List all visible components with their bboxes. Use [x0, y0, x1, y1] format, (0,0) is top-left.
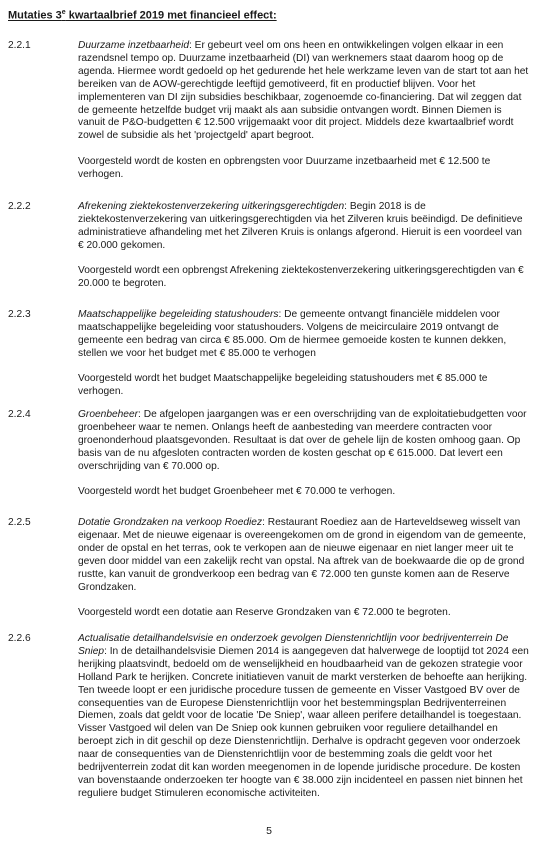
section-2-2-4: [8, 409, 530, 499]
section-proposal: Voorgesteld wordt het budget Maatschappelijke begeleiding statushouders met € 85.000 te verhogen.: [78, 373, 488, 397]
section-body: : In de detailhandelsvisie Diemen 2014 is aangegeven dat halverwege de looptijd tot 2024 een herijking plaatsvindt, bedoeld om de wenselijkheid en houdbaarheid van de gekozen strategie voor Holland Park te herijken. Concrete initiatieven vanuit de markt versterken de behoefte aan herijking. Ten tweede loopt er een juridische procedure tussen de gemeente en Visser Vastgoed BV over de consequenties van de Europese Dienstenrichtlijn voor het bestemmingsplan Bedrijventerreinen Diemen, zoals dat geldt voor de locatie 'De Sniep', waar alleen perifere detailhandel is toegestaan. Visser Vastgoed wil delen van De Sniep ook kunnen gebruiken voor reguliere detailhandel en beroept zich in dit geschil op deze Dienstenrichtlijn. Derhalve is opdracht gegeven voor onderzoek naar de consequenties van de Dienstenrichtlijn voor de bestemming zoals die geldt voor het bedrijventerrein zodat dit kan worden meegenomen in de lopende juridische procedure. De kosten van bovenstaande onderzoeken ter hoogte van € 38.000 zijn incidenteel en passen niet binnen het reguliere budget Stimuleren economische activiteiten.: [78, 645, 529, 799]
heading-text-pre: Mutaties 3: [8, 9, 62, 22]
section-number: 2.2.4: [8, 409, 31, 420]
section-title: Groenbeheer: [78, 409, 139, 420]
page-heading: [8, 9, 277, 22]
heading-superscript: e: [61, 9, 66, 16]
section-body: : Begin 2018 is de ziektekostenverzekering van uitkeringsgerechtigden via het Zilveren kruis beëindigd. De definitieve administratieve afhandeling met het Zilveren Kruis is onlangs afgerond. Hieruit is een voordeel van € 20.000 gekomen.: [78, 201, 523, 251]
section-text: [78, 201, 530, 253]
section-number: 2.2.2: [8, 201, 31, 212]
section-title: Duurzame inzetbaarheid: [78, 40, 189, 51]
section-text: [78, 309, 530, 361]
section-2-2-5: [8, 517, 530, 620]
section-title: Dotatie Grondzaken na verkoop Roediez: [78, 517, 263, 528]
section-body: : Er gebeurt veel om ons heen en ontwikkelingen volgen elkaar in een razendsnel tempo op. Duurzame inzetbaarheid (DI) van werknemers staat daarom hoog op de agenda. Hiermee wordt gedoeld op het gedurende het hele werkzame leven van de start tot aan het bereiken van de AOW-gerechtigde leeftijd gemotiveerd, fit en productief blijven. Voor het implementeren van DI zijn subsidies beschikbaar, zogenoemde co-financiering. Dat wil zeggen dat de gemeente hetzelfde budget vrij maakt als aan subsidie ontvangen wordt. Binnen Diemen is vanuit de P&O-budgetten € 12.500 vrijgemaakt voor dit project. Middels deze kwartaalbrief wordt zowel de subsidie als het 'projectgeld' apart begroot.: [78, 40, 529, 142]
section-title: Maatschappelijke begeleiding statushouders: [78, 309, 279, 320]
section-title: Afrekening ziektekostenverzekering uitkeringsgerechtigden: [78, 201, 345, 212]
section-body: : Restaurant Roediez aan de Harteveldseweg wisselt van eigenaar. Met de nieuwe eigenaar is overeengekomen om de grond in eigendom van de gemeente, onder de opstal en het terras, ook te verkopen aan de nieuwe eigenaar en niet langer meer uit te geven door middel van een zakelijk recht van opstal. Na aftrek van de boekwaarde die op de grond rustte, kan vanuit de grondverkoop een bedrag van € 72.000 ten gunste komen aan de Reserve Grondzaken.: [78, 517, 526, 593]
section-body: : De afgelopen jaargangen was er een overschrijding van de exploitatiebudgetten voor groenbeheer waar te nemen. Onlangs heeft de aanbesteding van meerdere contracten voor groenonderhoud plaatsgevonden. Resultaat is dat over de gehele lijn de kosten omhoog gaan. Op basis van de nu afgesloten contracten worden de kosten geschat op € 615.000. Dat levert een overschrijding van € 70.000 op.: [78, 409, 527, 472]
section-number: 2.2.3: [8, 309, 31, 320]
section-text: [78, 409, 530, 474]
section-proposal: Voorgesteld wordt een dotatie aan Reserve Grondzaken van € 72.000 te begroten.: [78, 606, 451, 618]
section-2-2-6: [8, 633, 530, 801]
section-2-2-2: [8, 201, 530, 291]
page-number: 5: [266, 825, 272, 837]
section-body: : De gemeente ontvangt financiële middelen voor maatschappelijke begeleiding voor statushouders. Volgens de meicirculaire 2019 ontvangt de gemeente een bedrag van circa € 85.000. Om de hiermee gemoeide kosten te kunnen dekken, stellen we voor het budget met € 85.000 te verhogen: [78, 309, 507, 359]
section-number: 2.2.1: [8, 40, 31, 51]
section-2-2-1: [8, 40, 530, 181]
section-title: Actualisatie detailhandelsvisie en onderzoek gevolgen Dienstenrichtlijn voor bedrijventerrein De Sniep: [78, 633, 509, 657]
section-2-2-3: [8, 309, 530, 399]
section-text: [78, 633, 530, 801]
section-proposal: Voorgesteld wordt een opbrengst Afrekening ziektekostenverzekering uitkeringsgerechtigden van € 20.000 te begroten.: [78, 265, 524, 289]
section-proposal: Voorgesteld wordt het budget Groenbeheer met € 70.000 te verhogen.: [78, 485, 396, 497]
section-number: 2.2.6: [8, 633, 31, 644]
section-number: 2.2.5: [8, 517, 31, 528]
heading-text-post: kwartaalbrief 2019 met financieel effect:: [65, 9, 277, 22]
section-text: [78, 517, 530, 594]
section-proposal: Voorgesteld wordt de kosten en opbrengsten voor Duurzame inzetbaarheid met € 12.500 te verhogen.: [78, 155, 491, 180]
section-text: [78, 40, 530, 143]
